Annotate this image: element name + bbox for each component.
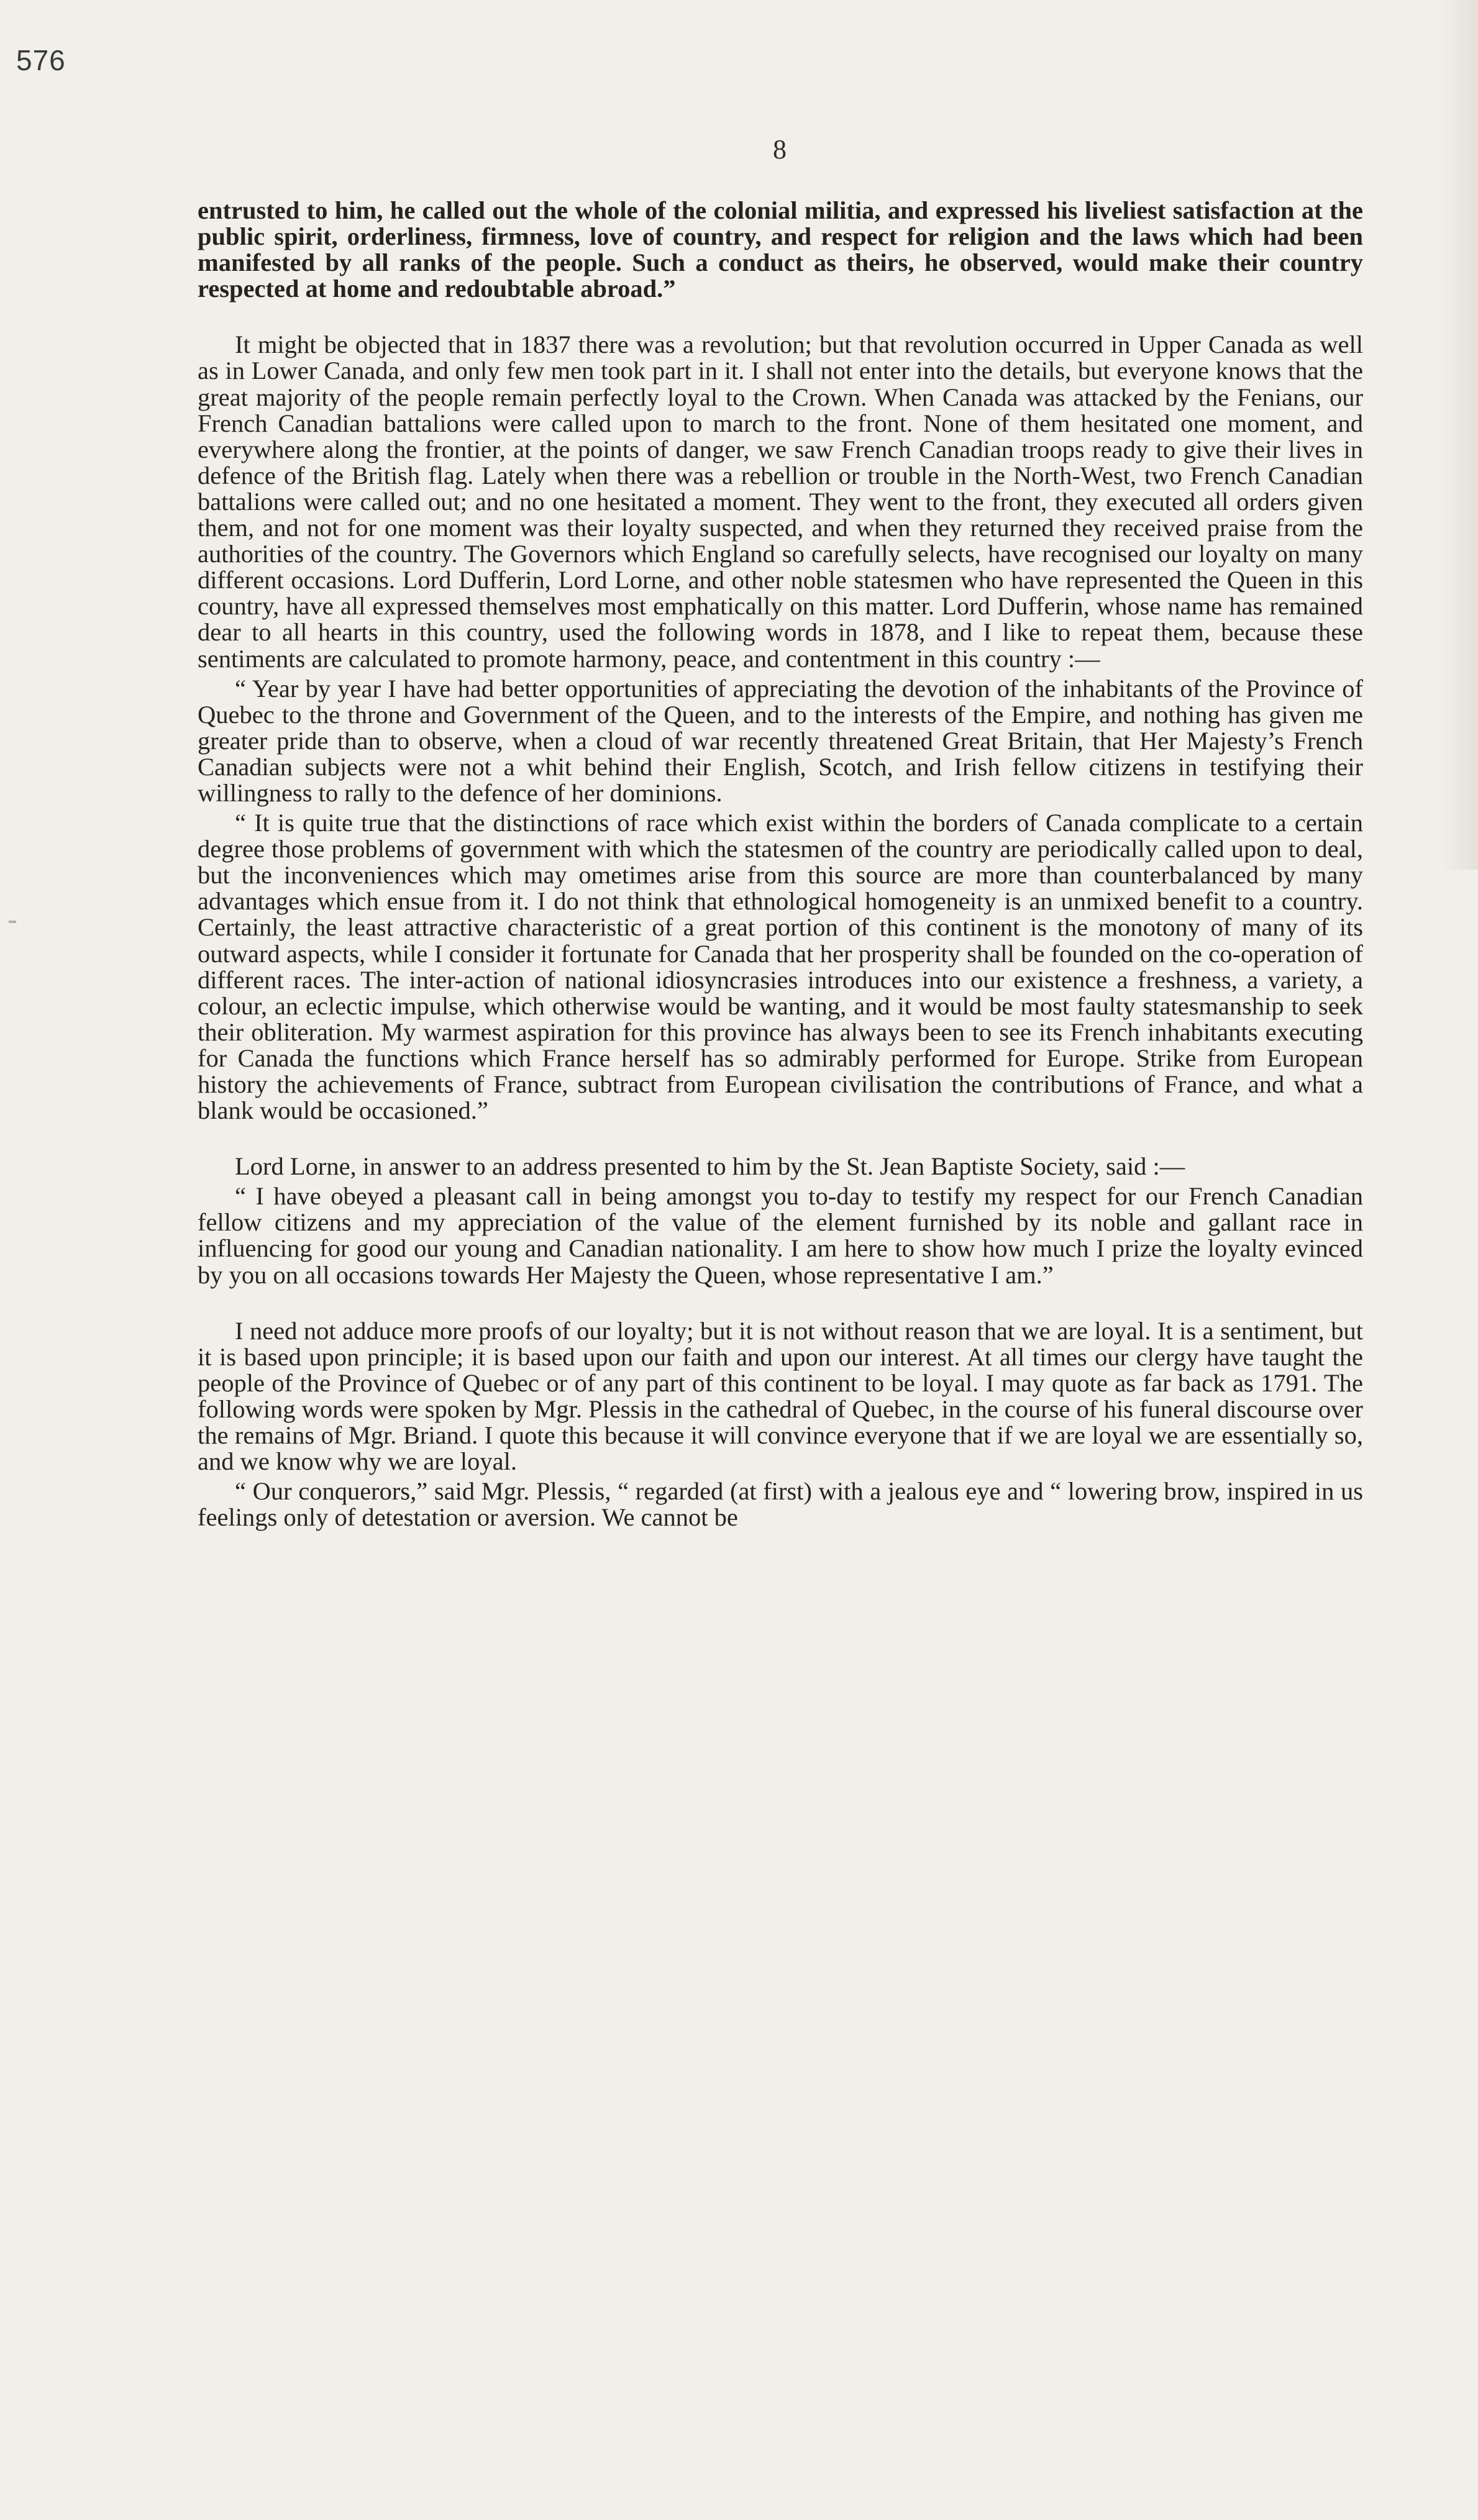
quote-mgr-plessis: “ Our conquerors,” said Mgr. Plessis, “ regarded (at first) with a jealous eye and “ lowering brow, inspired in us feelings only of detestation or aversion. We cannot be (198, 1477, 1363, 1532)
margin-mark (9, 921, 16, 923)
page-folio-number: 8 (773, 134, 787, 165)
quote-dufferin-1: “ Year by year I have had better opportunities of appreciating the devotion of the inhabitants of the Province of Quebec to the throne and Government of the Queen, and to the interests of the Empire, and nothing has given me greater pride than to observe, when a cloud of war recently threatened Great Britain, that Her Majesty’s French Canadian subjects were not a whit behind their English, Scotch, and Irish fellow citizens in testifying their willingness to rally to the defence of her dominions. (198, 674, 1363, 807)
paragraph-lord-lorne-intro: Lord Lorne, in answer to an address presented to him by the St. Jean Baptiste Society, said :— (235, 1152, 1185, 1181)
quote-lord-lorne: “ I have obeyed a pleasant call in being amongst you to-day to testify my respect for our French Canadian fellow citizens and my appreciation of the value of the element furnished by its noble and gallant race in influencing for good our young and Canadian nationality. I am here to show how much I prize the loyalty evinced by you on all occasions towards Her Majesty the Queen, whose representative I am.” (198, 1182, 1363, 1289)
paragraph-loyalty-argument: It might be objected that in 1837 there was a revolution; but that revolution occurred in Upper Canada as well as in Lower Canada, and only few men took part in it. I shall not enter into the details, but everyone knows that the great majority of the people remain perfectly loyal to the Crown. When Canada was attacked by the Fenians, our French Canadian battalions were called upon to march to the front. None of them hesitated one moment, and everywhere along the frontier, at the points of danger, we saw French Canadian troops ready to give their lives in defence of the British flag. Lately when there was a rebellion or trouble in the North-West, two French Canadian battalions were called out; and no one hesitated a moment. They went to the front, they executed all orders given them, and not for one moment was their loyalty suspected, and when they returned they received praise from the authorities of the country. The Governors which England so carefully selects, have recognised our loyalty on many different occasions. Lord Dufferin, Lord Lorne, and other noble statesmen who have represented the Queen in this country, have all expressed themselves most emphatically on this matter. Lord Dufferin, whose name has remained dear to all hearts in this country, used the following words in 1878, and I like to repeat them, because these sentiments are calculated to promote harmony, peace, and contentment in this country :— (198, 330, 1363, 673)
paragraph-basis-of-loyalty: I need not adduce more proofs of our loyalty; but it is not without reason that we are loyal. It is a sentiment, but it is based upon principle; it is based upon our faith and upon our interest. At all times our clergy have taught the people of the Province of Quebec or of any part of this continent to be loyal. I may quote as far back as 1791. The following words were spoken by Mgr. Plessis in the cathedral of Quebec, in the course of his funeral discourse over the remains of Mgr. Briand. I quote this because it will convince everyone that if we are loyal we are essentially so, and we know why we are loyal. (198, 1316, 1363, 1476)
scan-edge-shadow (1441, 0, 1478, 870)
paragraph-continuation: entrusted to him, he called out the whole of the colonial militia, and expressed his liveliest satisfaction at the public spirit, orderliness, firmness, love of country, and respect for religion and the laws which had been manifested by all ranks of the people. Such a conduct as theirs, he observed, would make their country respected at home and redoubtable abroad.” (198, 196, 1363, 303)
scan-page-number: 576 (16, 44, 66, 76)
document-body (198, 198, 1363, 1531)
quote-dufferin-2: “ It is quite true that the distinctions of race which exist within the borders of Canada complicate to a certain degree those problems of government with which the statesmen of the country are periodically called upon to deal, but the inconveniences which may ometimes arise from this source are more than counterbalanced by many advantages which ensue from it. I do not think that ethnological homogeneity is an unmixed benefit to a country. Certainly, the least attractive characteristic of a great portion of this continent is the monotony of many of its outward aspects, while I consider it fortunate for Canada that her prosperity shall be founded on the co-operation of different races. The inter-action of national idiosyncrasies introduces into our existence a freshness, a variety, a colour, an eclectic impulse, which otherwise would be wanting, and it would be most faulty statesmanship to seek their obliteration. My warmest aspiration for this province has always been to see its French inhabitants executing for Canada the functions which France herself has so admirably performed for Europe. Strike from European history the achievements of France, subtract from European civilisation the contributions of France, and what a blank would be occasioned.” (198, 809, 1363, 1125)
